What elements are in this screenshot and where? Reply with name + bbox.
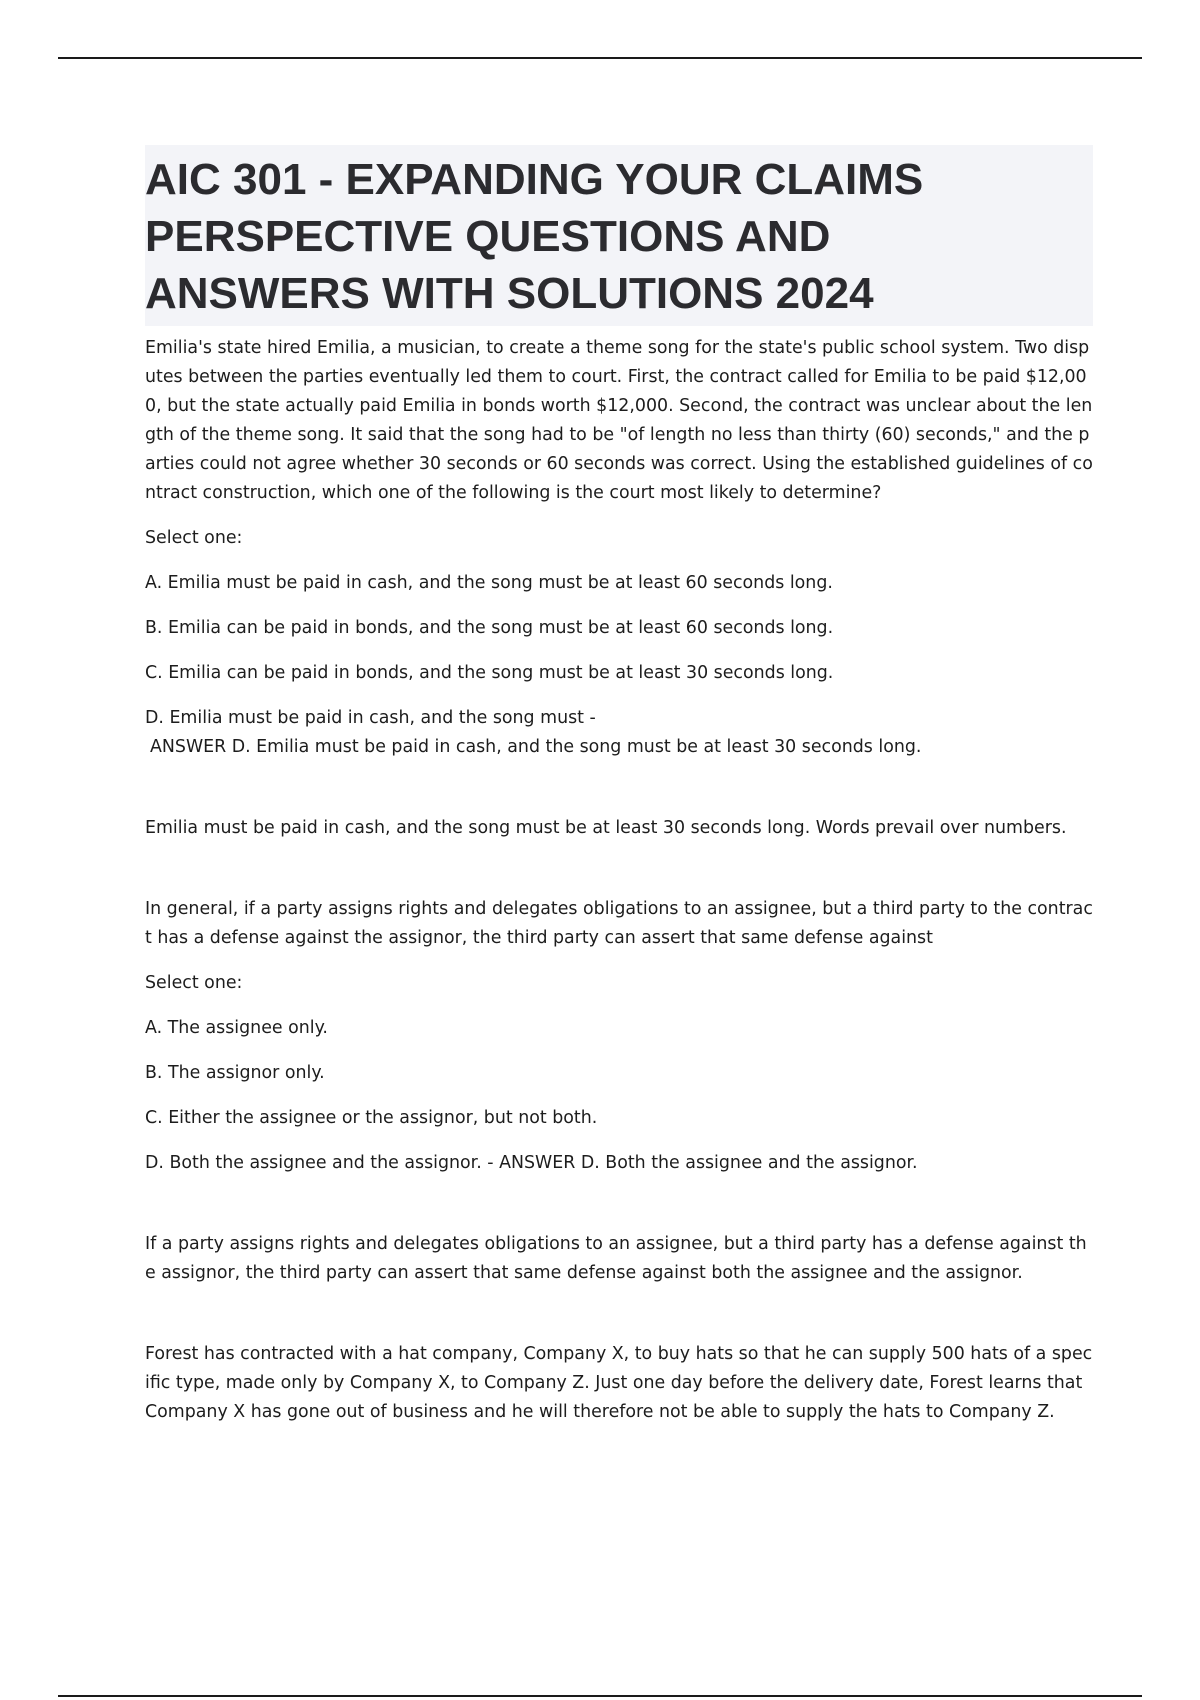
question-2-option-a: A. The assignee only. (145, 1018, 328, 1038)
question-3-prompt: Forest has contracted with a hat company, Company X, to buy hats so that he can supply 500 hats of a specific type, made only by Company X, to Company Z. Just one day before the delivery date, Forest learns that Company X has gone out of business and he will therefore not be able to supply the hats to Company Z. (145, 1344, 1093, 1422)
question-2-option-b: B. The assignor only. (145, 1063, 325, 1083)
question-1-option-d: D. Emilia must be paid in cash, and the song must - (145, 708, 596, 728)
question-1-option-a: A. Emilia must be paid in cash, and the song must be at least 60 seconds long. (145, 573, 833, 593)
title-line-3: ANSWERS WITH SOLUTIONS 2024 (145, 269, 874, 318)
question-1-select-label: Select one: (145, 528, 243, 548)
bottom-rule (58, 1695, 1142, 1697)
question-1-explanation: Emilia must be paid in cash, and the song must be at least 30 seconds long. Words prevail over numbers. (145, 818, 1067, 838)
document-body (145, 145, 1093, 1427)
question-1-answer: ANSWER D. Emilia must be paid in cash, and the song must be at least 30 seconds long. (150, 737, 922, 757)
document-title (145, 145, 1093, 326)
question-2-option-c: C. Either the assignee or the assignor, but not both. (145, 1108, 598, 1128)
question-2-explanation: If a party assigns rights and delegates obligations to an assignee, but a third party has a defense against the assignor, the third party can assert that same defense against both the assignee and the assignor. (145, 1234, 1087, 1283)
question-1-option-c: C. Emilia can be paid in bonds, and the song must be at least 30 seconds long. (145, 663, 834, 683)
question-2-prompt: In general, if a party assigns rights and delegates obligations to an assignee, but a third party to the contract has a defense against the assignor, the third party can assert that same defense against (145, 899, 1093, 948)
question-2-option-d: D. Both the assignee and the assignor. - ANSWER D. Both the assignee and the assignor. (145, 1153, 918, 1173)
question-2-select-label: Select one: (145, 973, 243, 993)
top-rule (58, 57, 1142, 59)
title-line-2: PERSPECTIVE QUESTIONS AND (145, 212, 831, 261)
question-1-prompt: Emilia's state hired Emilia, a musician, to create a theme song for the state's public school system. Two disputes between the parties eventually led them to court. First, the contract called for Emilia to be paid $12,000, but the state actually paid Emilia in bonds worth $12,000. Second, the contract was unclear about the length of the theme song. It said that the song had to be "of length no less than thirty (60) seconds," and the parties could not agree whether 30 seconds or 60 seconds was correct. Using the established guidelines of contract construction, which one of the following is the court most likely to determine? (145, 338, 1093, 503)
title-line-1: AIC 301 - EXPANDING YOUR CLAIMS (145, 155, 924, 204)
question-1-option-b: B. Emilia can be paid in bonds, and the song must be at least 60 seconds long. (145, 618, 834, 638)
